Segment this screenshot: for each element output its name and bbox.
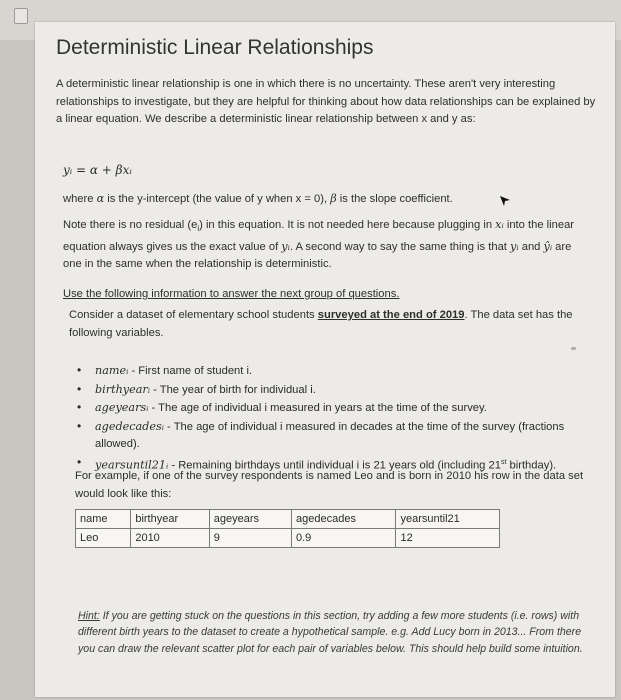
variable-item: • birthyearᵢ - The year of birth for individual i. (75, 381, 605, 400)
variable-item: • ageyearsᵢ - The age of individual i measured in years at the time of the survey. (75, 399, 605, 418)
document-page (35, 22, 615, 697)
hint-label: Hint: (78, 609, 100, 622)
equation: yᵢ = α + βxᵢ (63, 163, 132, 177)
bullet-icon: • (77, 418, 82, 433)
table-header-cell: ageyears (209, 510, 291, 529)
example-data-table (75, 509, 500, 548)
beta-symbol: β (330, 192, 337, 205)
where-line: where α is the y-intercept (the value of y when x = 0), β is the slope coefficient. (63, 192, 453, 205)
table-header-cell: name (76, 510, 131, 529)
bullet-icon: • (77, 363, 82, 377)
bullet-icon: • (77, 381, 82, 396)
table-row (76, 529, 500, 548)
variable-item: • nameᵢ - First name of student i. (75, 362, 605, 381)
table-cell: 2010 (131, 529, 209, 548)
variable-item: • yearsuntil21ᵢ - Remaining birthdays until individual i is 21 years old (including 21st birthday). (77, 454, 557, 472)
intro-paragraph: A deterministic linear relationship is one in which there is no uncertainty. These aren't very interesting relationships to investigate, but they are helpful for thinking about how data relationships can be explained by a linear equation. We describe a deterministic linear relationship between x and y as: (56, 78, 596, 125)
bullet-icon: • (77, 454, 82, 469)
example-paragraph: For example, if one of the survey respondents is named Leo and is born in 2010 his row in the data set would look like this: (75, 470, 584, 500)
variable-list (75, 362, 605, 475)
table-header-row (76, 510, 500, 529)
instruction-heading: Use the following information to answer the next group of questions. (63, 288, 400, 300)
table-cell: Leo (76, 529, 131, 548)
bullet-icon: • (77, 400, 82, 414)
table-header-cell: agedecades (292, 510, 396, 529)
page-title: Deterministic Linear Relationships (56, 36, 374, 59)
variable-item: • agedecadesᵢ - The age of individual i measured in decades at the time of the survey (fractions allowed). (77, 418, 565, 450)
table-header-cell: yearsuntil21 (396, 510, 500, 529)
table-cell: 9 (209, 529, 291, 548)
hint-paragraph: Hint: If you are getting stuck on the questions in this section, try adding a few more students (i.e. rows) with different birth years to the dataset to create a hypothetical sample. e.g. Add Lucy born in 2013... From there you can draw the relevant scatter plot for each pair of variables below. This should help build some intuition. (78, 609, 583, 655)
dataset-paragraph: Consider a dataset of elementary school students surveyed at the end of 2019. The data set has the following variables. (69, 309, 573, 339)
residual-paragraph: Note there is no residual $(e_i)$ in this equation. It is not needed here because plugging in xᵢ into the linear equation always gives us the exact value of yᵢ. A second way to say the same thing is that yᵢ and ŷᵢ are one in the same when the relationship is deterministic. (63, 218, 575, 271)
table-cell: 0.9 (292, 529, 396, 548)
bookmark-icon[interactable] (14, 8, 28, 24)
table-header-cell: birthyear (131, 510, 209, 529)
stray-mark (571, 347, 576, 350)
mouse-cursor-icon (498, 194, 512, 208)
table-cell: 12 (396, 529, 500, 548)
alpha-symbol: α (96, 192, 105, 205)
